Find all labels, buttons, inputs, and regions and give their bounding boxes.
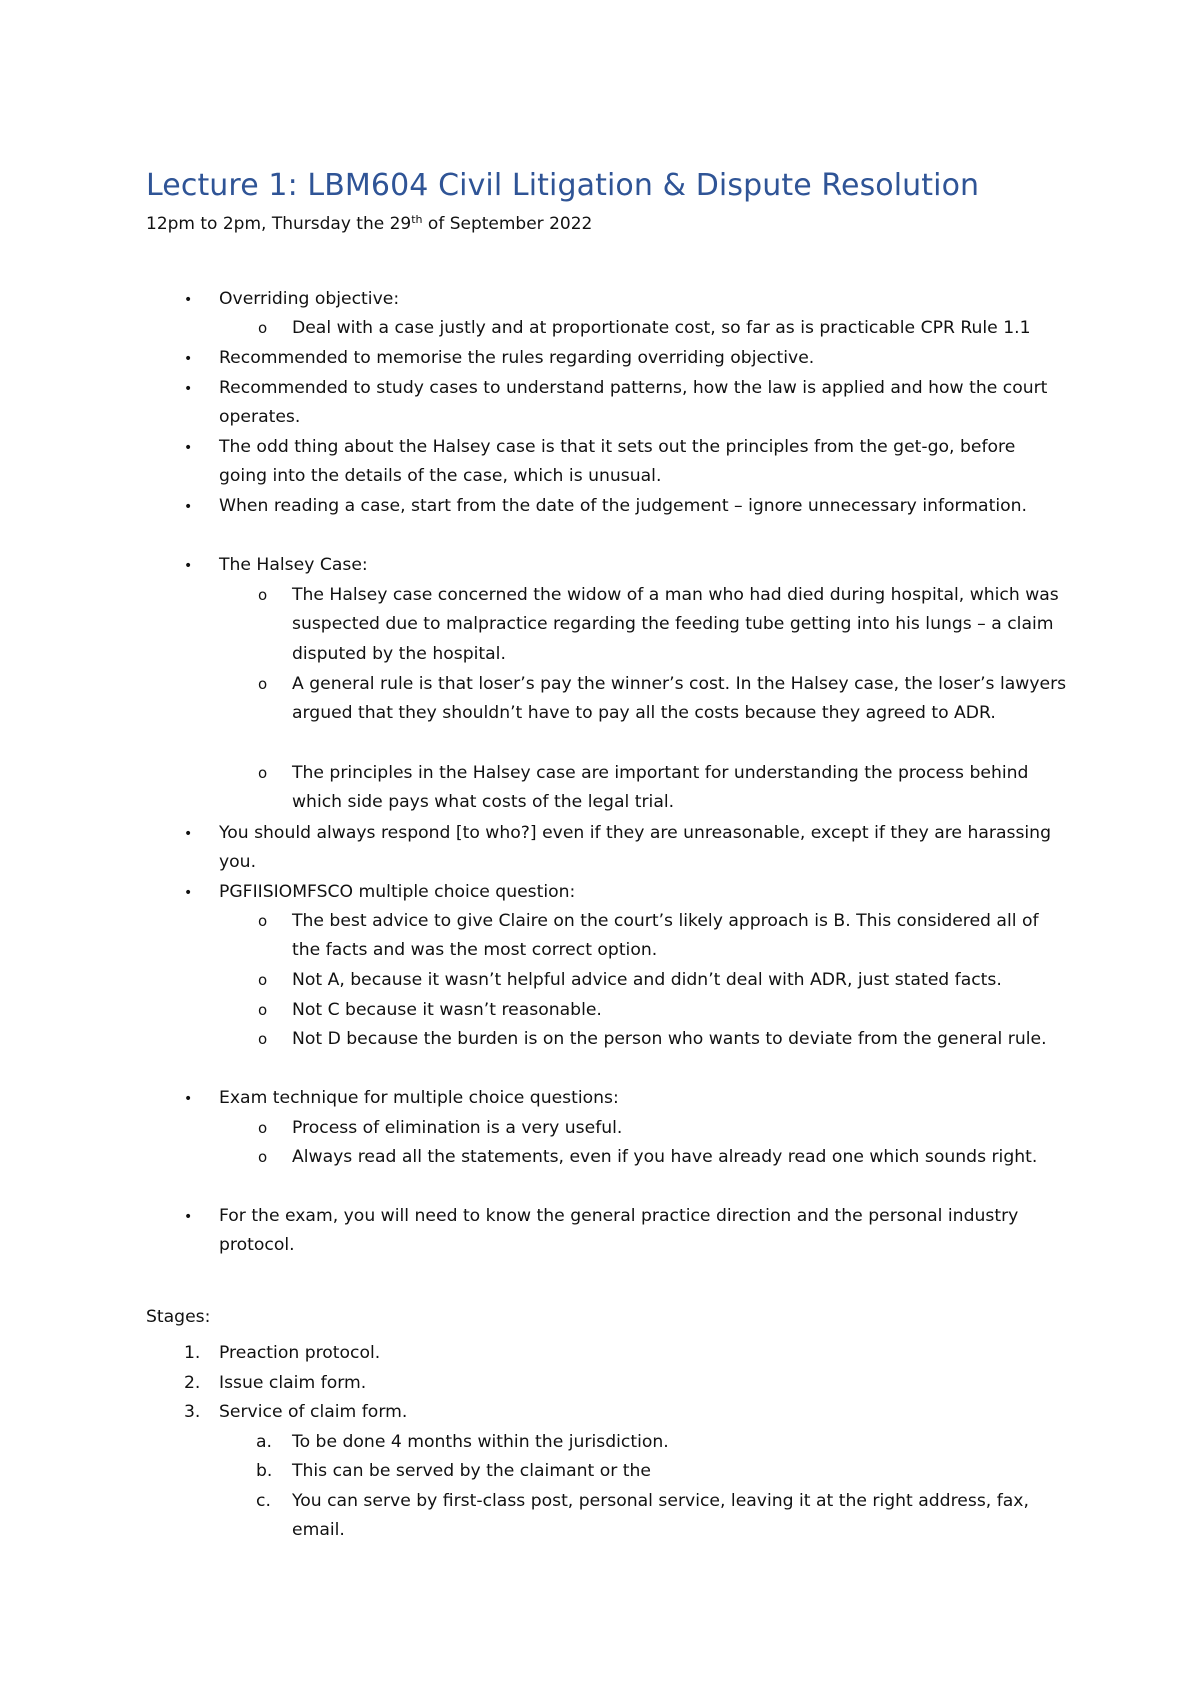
bullet-text: Exam technique for multiple choice questions: bbox=[219, 1088, 619, 1108]
sub-bullet-marker: o bbox=[258, 1119, 268, 1137]
stage-marker: 3. bbox=[184, 1402, 201, 1422]
sub-bullet-marker: o bbox=[258, 675, 268, 693]
bullet-text: A general rule is that loser’s pay the winner’s cost. In the Halsey case, the loser’s lawyers argued that they shouldn’t have to pay all the costs because they agreed to ADR. bbox=[292, 674, 1067, 724]
bullet-text: When reading a case, start from the date of the judgement – ignore unnecessary information. bbox=[219, 496, 1027, 516]
stage-text: To be done 4 months within the jurisdiction. bbox=[292, 1432, 669, 1452]
stage-text: Preaction protocol. bbox=[219, 1343, 381, 1363]
bullet-marker: • bbox=[184, 440, 193, 456]
bullet-marker: • bbox=[184, 885, 193, 901]
bullet-marker: • bbox=[184, 499, 193, 515]
stage-text: Service of claim form. bbox=[219, 1402, 408, 1422]
bullet-text: The odd thing about the Halsey case is that it sets out the principles from the get-go, before going into the details of the case, which is unusual. bbox=[219, 437, 1016, 487]
stage-marker: c. bbox=[256, 1491, 271, 1511]
subtitle-superscript: th bbox=[411, 213, 423, 226]
stage-text: You can serve by first-class post, personal service, leaving it at the right address, fax, email. bbox=[292, 1491, 1029, 1541]
subtitle-date-text: 12pm to 2pm, Thursday the 29 bbox=[146, 214, 412, 234]
bullet-text: Not C because it wasn’t reasonable. bbox=[292, 1000, 602, 1020]
bullet-text: Overriding objective: bbox=[219, 289, 400, 309]
stage-text: Issue claim form. bbox=[219, 1373, 367, 1393]
sub-bullet-marker: o bbox=[258, 912, 268, 930]
bullet-text: The Halsey Case: bbox=[219, 555, 368, 575]
bullet-text: The principles in the Halsey case are important for understanding the process behind which side pays what costs of the legal trial. bbox=[292, 763, 1029, 813]
document-subtitle bbox=[146, 214, 592, 234]
bullet-text: You should always respond [to who?] even if they are unreasonable, except if they are harassing you. bbox=[219, 823, 1051, 873]
stage-text: This can be served by the claimant or the bbox=[292, 1461, 651, 1481]
bullet-text: Process of elimination is a very useful. bbox=[292, 1118, 623, 1138]
sub-bullet-marker: o bbox=[258, 1030, 268, 1048]
bullet-marker: • bbox=[184, 1209, 193, 1225]
sub-bullet-marker: o bbox=[258, 764, 268, 782]
stage-marker: 2. bbox=[184, 1373, 201, 1393]
bullet-marker: • bbox=[184, 1091, 193, 1107]
stage-marker: a. bbox=[256, 1432, 272, 1452]
bullet-text: Recommended to study cases to understand patterns, how the law is applied and how the court operates. bbox=[219, 378, 1048, 428]
stage-marker: b. bbox=[256, 1461, 273, 1481]
bullet-marker: • bbox=[184, 351, 193, 367]
bullet-text: Recommended to memorise the rules regarding overriding objective. bbox=[219, 348, 815, 368]
bullet-marker: • bbox=[184, 292, 193, 308]
bullet-text: The best advice to give Claire on the court’s likely approach is B. This considered all of the facts and was the most correct option. bbox=[292, 911, 1039, 961]
sub-bullet-marker: o bbox=[258, 319, 268, 337]
stages-label: Stages: bbox=[146, 1307, 211, 1327]
bullet-text: Not A, because it wasn’t helpful advice and didn’t deal with ADR, just stated facts. bbox=[292, 970, 1002, 990]
bullet-text: For the exam, you will need to know the general practice direction and the personal industry protocol. bbox=[219, 1206, 1019, 1256]
bullet-text: The Halsey case concerned the widow of a man who had died during hospital, which was suspected due to malpractice regarding the feeding tube getting into his lungs – a claim disputed by the hospital. bbox=[292, 585, 1059, 664]
stage-marker: 1. bbox=[184, 1343, 201, 1363]
sub-bullet-marker: o bbox=[258, 586, 268, 604]
document-title: Lecture 1: LBM604 Civil Litigation & Dispute Resolution bbox=[146, 168, 980, 203]
bullet-text: Deal with a case justly and at proportionate cost, so far as is practicable CPR Rule 1.1 bbox=[292, 318, 1031, 338]
sub-bullet-marker: o bbox=[258, 971, 268, 989]
sub-bullet-marker: o bbox=[258, 1001, 268, 1019]
bullet-text: PGFIISIOMFSCO multiple choice question: bbox=[219, 882, 576, 902]
bullet-marker: • bbox=[184, 558, 193, 574]
sub-bullet-marker: o bbox=[258, 1148, 268, 1166]
bullet-text: Always read all the statements, even if you have already read one which sounds right. bbox=[292, 1147, 1038, 1167]
bullet-marker: • bbox=[184, 826, 193, 842]
bullet-text: Not D because the burden is on the person who wants to deviate from the general rule. bbox=[292, 1029, 1047, 1049]
bullet-marker: • bbox=[184, 381, 193, 397]
subtitle-month-text: of September 2022 bbox=[422, 214, 593, 234]
